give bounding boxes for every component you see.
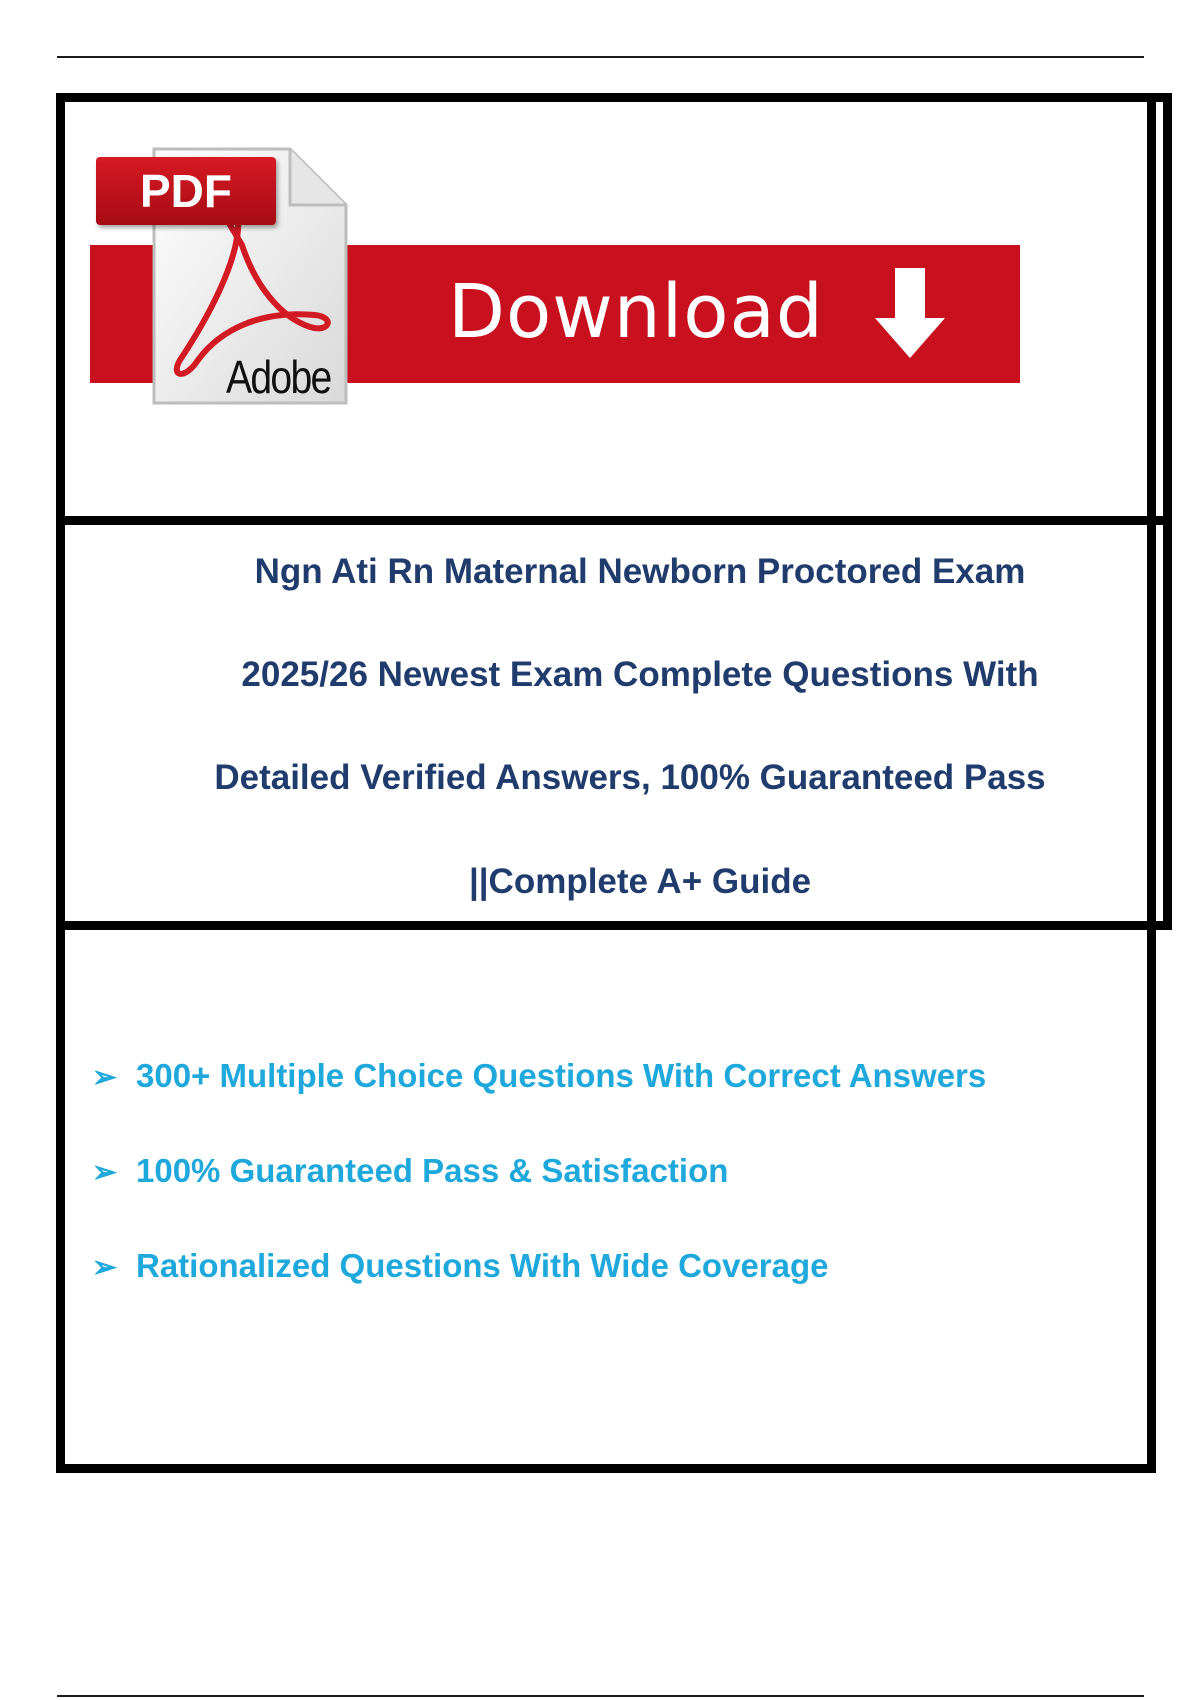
feature-item <box>92 1054 986 1098</box>
title-line-4: ||Complete A+ Guide <box>468 862 812 901</box>
pdf-badge <box>96 157 276 225</box>
download-arrow-icon[interactable] <box>873 268 947 358</box>
title-line-1: Ngn Ati Rn Maternal Newborn Proctored Exam <box>254 552 1026 591</box>
feature-item <box>92 1149 728 1193</box>
feature-text: Rationalized Questions With Wide Coverage <box>136 1247 829 1284</box>
feature-text: 100% Guaranteed Pass & Satisfaction <box>136 1152 729 1189</box>
download-label[interactable]: Download <box>448 269 824 355</box>
adobe-wordmark: Adobe <box>226 351 331 403</box>
feature-text: 300+ Multiple Choice Questions With Correct Answers <box>136 1057 987 1094</box>
top-rule <box>57 56 1144 58</box>
arrow-bullet-icon: ➢ <box>92 1251 118 1284</box>
pdf-badge-text: PDF <box>140 165 232 217</box>
arrow-bullet-icon: ➢ <box>92 1156 118 1189</box>
title-line-3: Detailed Verified Answers, 100% Guaranteed Pass <box>214 758 1046 797</box>
bottom-rule <box>57 1695 1144 1697</box>
feature-item <box>92 1244 829 1288</box>
arrow-bullet-icon: ➢ <box>92 1061 118 1094</box>
title-line-2: 2025/26 Newest Exam Complete Questions With <box>241 655 1039 694</box>
